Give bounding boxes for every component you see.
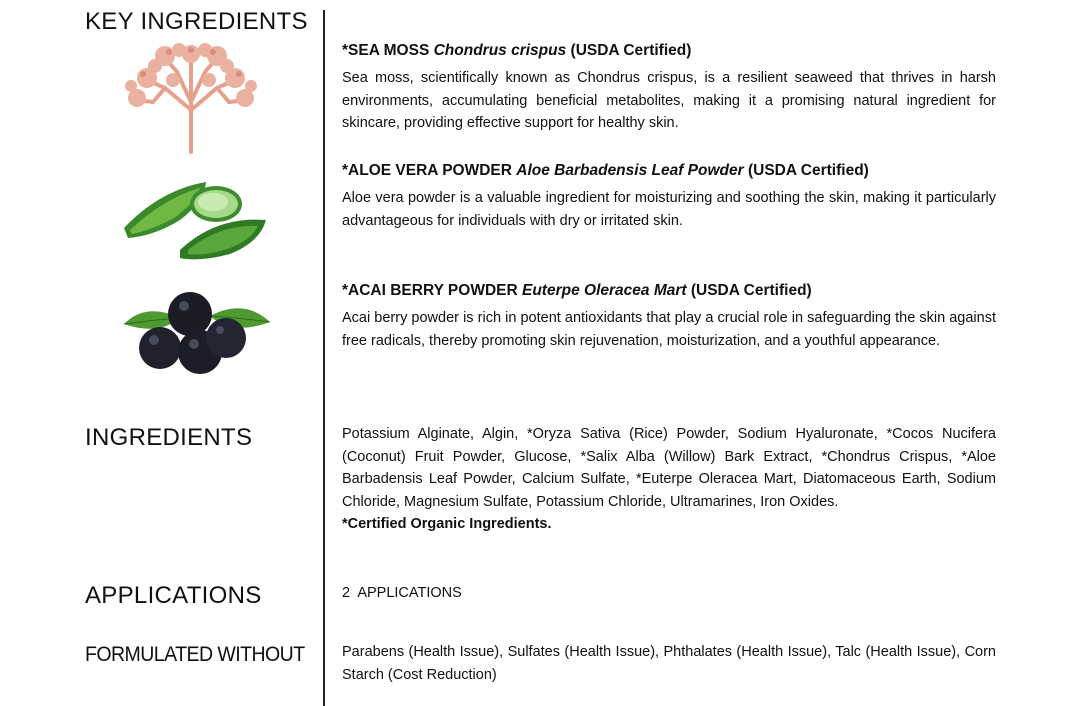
vertical-divider (323, 10, 325, 706)
ingredient-description: Acai berry powder is rich in potent antioxidants that play a crucial role in safeguarding the skin against free radicals, thereby promoting skin rejuvenation, moisturization, and a youthful appearance. (342, 310, 996, 349)
ingredients-text: Potassium Alginate, Algin, *Oryza Sativa (Rice) Powder, Sodium Hyaluronate, *Cocos Nucifera (Coconut) Fruit Powder, Glucose, *Salix Alba (Willow) Bark Extract, *Chondrus Crispus, *Aloe Barbadensis Leaf Powder, Calcium Sulfate, *Euterpe Oleracea Mart, Diatomaceous Earth, Sodium Chloride, Magnesium Sulfate, Potassium Chloride, Ultramarines, Iron Oxides. (342, 426, 996, 510)
ingredient-description: Aloe vera powder is a valuable ingredient for moisturizing and soothing the skin, making it particularly advantageous for individuals with dry or irritated skin. (342, 190, 996, 229)
ingredient-description: Sea moss, scientifically known as Chondrus crispus, is a resilient seaweed that thrives in harsh environments, accumulating beneficial metabolites, making it a promising natural ingredient for skincare, providing effective support for healthy skin. (342, 70, 996, 132)
applications-title: APPLICATIONS (85, 582, 262, 609)
formulated-without-text: Parabens (Health Issue), Sulfates (Health Issue), Phthalates (Health Issue), Talc (Health Issue), Corn Starch (Cost Reduction) (342, 644, 996, 683)
key-ingredient-sea-moss (342, 42, 996, 135)
formulated-without-block (342, 641, 996, 686)
applications-block (342, 582, 996, 605)
key-ingredient-acai-berry (342, 282, 996, 352)
ingredients-title: INGREDIENTS (85, 424, 253, 451)
ingredients-note: *Certified Organic Ingredients. (342, 516, 552, 533)
key-ingredient-aloe-vera (342, 162, 996, 232)
key-ingredients-title: KEY INGREDIENTS (85, 8, 308, 35)
aloe-vera-icon (120, 176, 270, 264)
ingredient-heading: *ALOE VERA POWDER Aloe Barbadensis Leaf Powder (USDA Certified) (342, 162, 869, 179)
sea-moss-icon (125, 40, 257, 154)
applications-text: 2 APPLICATIONS (342, 585, 462, 601)
formulated-without-title: FORMULATED WITHOUT (85, 643, 305, 666)
ingredient-heading: *SEA MOSS Chondrus crispus (USDA Certified) (342, 42, 692, 59)
acai-berry-icon (122, 288, 272, 380)
ingredient-heading: *ACAI BERRY POWDER Euterpe Oleracea Mart (USDA Certified) (342, 282, 812, 299)
ingredients-list (342, 423, 996, 536)
